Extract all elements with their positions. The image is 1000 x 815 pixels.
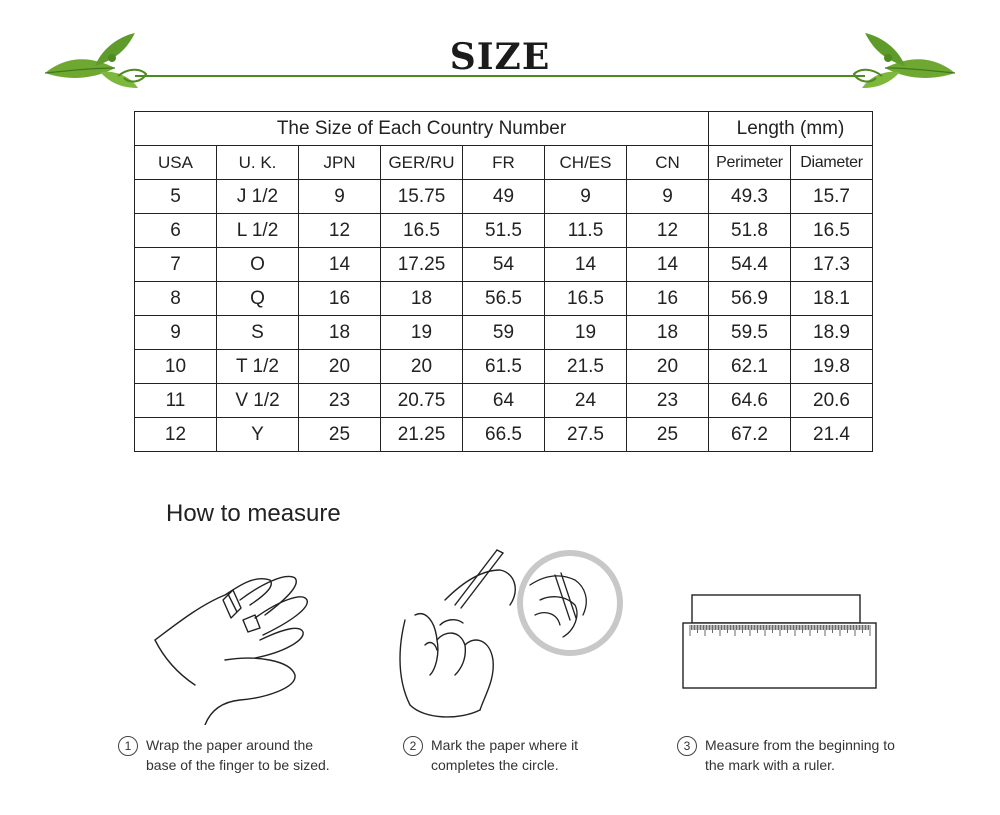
table-cell: 16.5 xyxy=(791,214,873,248)
table-cell: 15.7 xyxy=(791,180,873,214)
table-cell: 24 xyxy=(545,384,627,418)
table-row xyxy=(135,282,873,316)
table-cell: 59 xyxy=(463,316,545,350)
col-header-cn: CN xyxy=(627,146,709,180)
table-cell: 19 xyxy=(545,316,627,350)
step-1-text: Wrap the paper around the base of the finger to be sized. xyxy=(146,737,330,773)
table-cell: 18.9 xyxy=(791,316,873,350)
table-cell: 20.6 xyxy=(791,384,873,418)
table-cell: 15.75 xyxy=(381,180,463,214)
table-cell: J 1/2 xyxy=(217,180,299,214)
col-header-jpn: JPN xyxy=(299,146,381,180)
table-cell: 10 xyxy=(135,350,217,384)
ring-size-table xyxy=(134,111,873,452)
table-cell: O xyxy=(217,248,299,282)
ruler xyxy=(683,623,876,688)
col-header-usa: USA xyxy=(135,146,217,180)
how-to-measure-heading: How to measure xyxy=(166,500,341,527)
step-3-text: Measure from the beginning to the mark with a ruler. xyxy=(705,737,895,773)
ruler-illustration xyxy=(680,592,880,692)
table-cell: 7 xyxy=(135,248,217,282)
table-cell: 56.9 xyxy=(709,282,791,316)
table-cell: 9 xyxy=(299,180,381,214)
table-cell: 67.2 xyxy=(709,418,791,452)
table-cell: 23 xyxy=(627,384,709,418)
table-cell: 20 xyxy=(627,350,709,384)
table-row xyxy=(135,214,873,248)
table-cell: 61.5 xyxy=(463,350,545,384)
table-cell: 6 xyxy=(135,214,217,248)
table-cell: T 1/2 xyxy=(217,350,299,384)
col-header-perimeter: Perimeter xyxy=(709,146,791,180)
paper-strip xyxy=(692,595,860,623)
table-cell: 64.6 xyxy=(709,384,791,418)
table-cell: 5 xyxy=(135,180,217,214)
table-cell: 18.1 xyxy=(791,282,873,316)
step-2-text: Mark the paper where it completes the circle. xyxy=(431,737,579,773)
col-header-fr: FR xyxy=(463,146,545,180)
table-row xyxy=(135,248,873,282)
table-cell: 59.5 xyxy=(709,316,791,350)
header-banner xyxy=(40,28,960,98)
table-cell: L 1/2 xyxy=(217,214,299,248)
table-cell: 27.5 xyxy=(545,418,627,452)
table-cell: 18 xyxy=(299,316,381,350)
table-row xyxy=(135,350,873,384)
table-cell: 14 xyxy=(545,248,627,282)
magnifier-circle xyxy=(520,553,620,653)
table-cell: 16.5 xyxy=(545,282,627,316)
table-cell: S xyxy=(217,316,299,350)
length-group-header: Length (mm) xyxy=(709,112,873,146)
table-row xyxy=(135,316,873,350)
col-header-uk: U. K. xyxy=(217,146,299,180)
table-cell: 25 xyxy=(627,418,709,452)
table-row xyxy=(135,384,873,418)
table-cell: 9 xyxy=(135,316,217,350)
table-cell: 56.5 xyxy=(463,282,545,316)
table-cell: 51.8 xyxy=(709,214,791,248)
table-cell: 16 xyxy=(299,282,381,316)
table-row xyxy=(135,180,873,214)
table-cell: 8 xyxy=(135,282,217,316)
step-3-number: 3 xyxy=(677,736,697,756)
table-cell: 23 xyxy=(299,384,381,418)
col-header-diameter: Diameter xyxy=(791,146,873,180)
table-cell: 66.5 xyxy=(463,418,545,452)
table-cell: 9 xyxy=(545,180,627,214)
table-cell: 14 xyxy=(627,248,709,282)
table-cell: 51.5 xyxy=(463,214,545,248)
table-cell: 17.3 xyxy=(791,248,873,282)
step-1-number: 1 xyxy=(118,736,138,756)
table-cell: 11.5 xyxy=(545,214,627,248)
table-cell: 17.25 xyxy=(381,248,463,282)
table-cell: 12 xyxy=(135,418,217,452)
table-cell: 19.8 xyxy=(791,350,873,384)
col-header-ch-es: CH/ES xyxy=(545,146,627,180)
table-cell: 11 xyxy=(135,384,217,418)
table-cell: 20.75 xyxy=(381,384,463,418)
page-title: SIZE xyxy=(449,36,551,78)
table-cell: 9 xyxy=(627,180,709,214)
table-cell: 18 xyxy=(627,316,709,350)
country-size-group-header: The Size of Each Country Number xyxy=(135,112,709,146)
table-cell: 20 xyxy=(299,350,381,384)
table-cell: 25 xyxy=(299,418,381,452)
table-cell: 19 xyxy=(381,316,463,350)
table-cell: 62.1 xyxy=(709,350,791,384)
hand-mark-illustration xyxy=(385,545,630,725)
table-cell: V 1/2 xyxy=(217,384,299,418)
table-cell: 14 xyxy=(299,248,381,282)
table-cell: 18 xyxy=(381,282,463,316)
table-row xyxy=(135,418,873,452)
table-cell: 16.5 xyxy=(381,214,463,248)
hand-wrap-illustration xyxy=(145,560,315,725)
table-cell: Q xyxy=(217,282,299,316)
table-cell: 20 xyxy=(381,350,463,384)
table-cell: 21.25 xyxy=(381,418,463,452)
table-cell: Y xyxy=(217,418,299,452)
table-cell: 21.4 xyxy=(791,418,873,452)
table-cell: 49 xyxy=(463,180,545,214)
table-cell: 12 xyxy=(627,214,709,248)
col-header-ger-ru: GER/RU xyxy=(381,146,463,180)
table-cell: 12 xyxy=(299,214,381,248)
table-cell: 54 xyxy=(463,248,545,282)
table-cell: 21.5 xyxy=(545,350,627,384)
table-cell: 16 xyxy=(627,282,709,316)
table-cell: 49.3 xyxy=(709,180,791,214)
table-cell: 64 xyxy=(463,384,545,418)
step-2-number: 2 xyxy=(403,736,423,756)
table-cell: 54.4 xyxy=(709,248,791,282)
